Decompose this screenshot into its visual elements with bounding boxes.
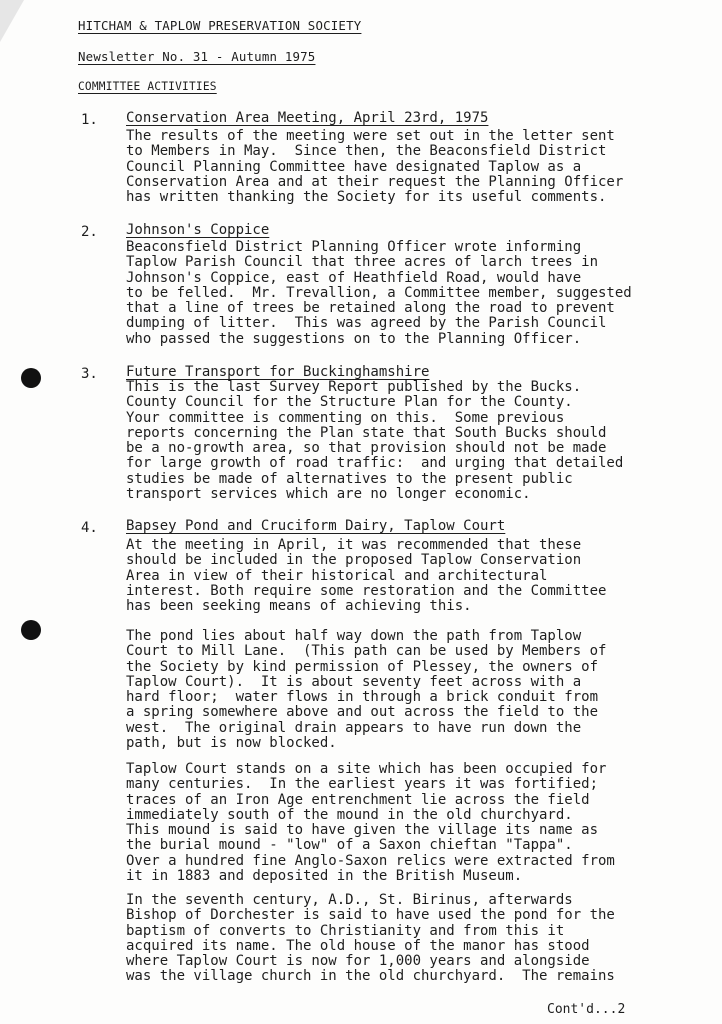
item-number: 2. bbox=[81, 224, 98, 240]
item-number: 4. bbox=[81, 520, 98, 536]
item-title: Conservation Area Meeting, April 23rd, 1975 bbox=[126, 110, 489, 126]
section-heading: COMMITTEE ACTIVITIES bbox=[78, 80, 217, 93]
punch-hole-bottom bbox=[21, 620, 41, 640]
item-paragraph: This is the last Survey Report published by the Bucks. County Council for the Structure Plan for the County. Your committee is commenting on this. Some previous reports concerning the Plan state that South Bucks should be a no-growth area, so that provision should not be made for large growth of road traffic: and urging that detailed studies be made of alternatives to the present public transport services which are no longer economic. bbox=[126, 379, 624, 503]
item-number: 1. bbox=[81, 112, 98, 128]
folded-corner bbox=[0, 0, 24, 42]
item-paragraph: Beaconsfield District Planning Officer wrote informing Taplow Parish Council that three acres of larch trees in Johnson's Coppice, east of Heathfield Road, would have to be felled. Mr. Trevallion, a Committee member, suggested that a line of trees be retained along the road to prevent dumping of litter. This was agreed by the Parish Council who passed the suggestions on to the Planning Officer. bbox=[126, 239, 632, 347]
punch-hole-top bbox=[21, 368, 41, 388]
continued-note: Cont'd...2 bbox=[547, 1002, 626, 1017]
item-title: Future Transport for Buckinghamshire bbox=[126, 364, 430, 380]
newsletter-issue: Newsletter No. 31 - Autumn 1975 bbox=[78, 49, 316, 64]
society-name: HITCHAM & TAPLOW PRESERVATION SOCIETY bbox=[78, 18, 362, 33]
item-title: Bapsey Pond and Cruciform Dairy, Taplow Court bbox=[126, 518, 506, 534]
item-number: 3. bbox=[81, 366, 98, 382]
item-paragraph: Taplow Court stands on a site which has been occupied for many centuries. In the earliest years it was fortified; traces of an Iron Age entrenchment lie across the field immediately south of the mound in the old churchyard. This mound is said to have given the village its name as the burial mound - "low" of a Saxon chieftan "Tappa". Over a hundred fine Anglo-Saxon relics were extracted from it in 1883 and deposited in the British Museum. bbox=[126, 761, 615, 885]
item-paragraph: The results of the meeting were set out in the letter sent to Members in May. Since then, the Beaconsfield District Council Planning Committee have designated Taplow as a Conservation Area and at their request the Planning Officer has written thanking the Society for its useful comments. bbox=[126, 128, 624, 206]
item-title: Johnson's Coppice bbox=[126, 222, 270, 238]
item-paragraph: At the meeting in April, it was recommended that these should be included in the proposed Taplow Conservation Area in view of their historical and architectural interest. Both require some restoration and the Committee has been seeking means of achieving this. bbox=[126, 537, 607, 615]
item-paragraph: The pond lies about half way down the path from Taplow Court to Mill Lane. (This path can be used by Members of the Society by kind permission of Plessey, the owners of Taplow Court). It is about seventy feet across with a hard floor; water flows in through a brick conduit from a spring somewhere above and out across the field to the west. The original drain appears to have run down the path, but is now blocked. bbox=[126, 628, 607, 752]
item-paragraph: In the seventh century, A.D., St. Birinus, afterwards Bishop of Dorchester is said to have used the pond for the baptism of converts to Christianity and from this it acquired its name. The old house of the manor has stood where Taplow Court is now for 1,000 years and alongside was the village church in the old churchyard. The remains bbox=[126, 892, 615, 985]
